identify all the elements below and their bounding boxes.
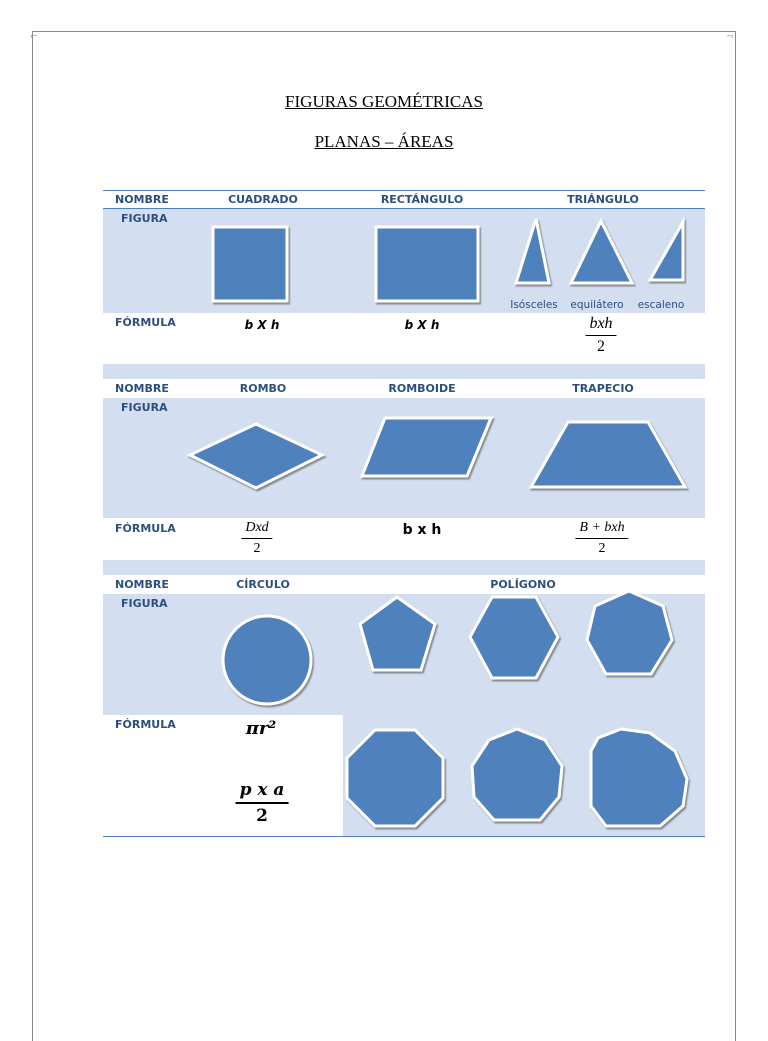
label-escaleno: escaleno [637,299,685,311]
section2-nombre-label: NOMBRE [115,382,169,395]
section1-nombre-label: NOMBRE [115,193,169,206]
pentagon-shape [360,597,435,670]
section3-formula-label: FÓRMULA [115,718,176,731]
section3-figura-label: FIGURA [121,597,168,610]
scalene-triangle-shape [650,222,683,280]
circle-shape [223,616,311,704]
section1-figura-label: FIGURA [121,212,168,225]
col-rectangulo: RECTÁNGULO [380,193,464,206]
section3-nombre-label: NOMBRE [115,578,169,591]
trapezoid-shape [531,422,685,487]
formula-polygon-den: 2 [256,806,268,826]
col-poligono: POLÍGONO [490,578,556,591]
isosceles-triangle-shape [516,219,549,283]
page-subtitle: PLANAS – ÁREAS [314,132,454,151]
col-cuadrado: CUADRADO [228,193,298,206]
section2-figura-label: FIGURA [121,401,168,414]
formula-rombo-num: Dxd [241,520,272,539]
formula-rectangle: b X h [404,318,440,332]
rhombus-shape [190,424,322,488]
formula-polygon-num: p x a [236,780,289,804]
hexagon-shape [470,597,558,678]
rhomboid-shape [362,418,491,476]
section1-formula-label: FÓRMULA [115,316,176,329]
decagon-shape [591,729,687,826]
corner-mark-right: ¬ [726,32,734,42]
formula-triangle-num: bxh [585,315,616,336]
col-romboide: ROMBOIDE [388,382,456,395]
label-equilatero: equilátero [570,299,624,311]
col-triangulo: TRIÁNGULO [567,193,639,206]
formula-triangle-den: 2 [596,338,605,355]
col-circulo: CÍRCULO [236,578,290,591]
formula-rombo-den: 2 [253,541,261,556]
formula-square: b X h [244,318,280,332]
col-rombo: ROMBO [239,382,287,395]
square-shape [213,227,287,301]
formula-trapecio-num: B + bxh [575,520,628,539]
formula-trapecio-den: 2 [598,541,606,556]
section2-formula-label: FÓRMULA [115,522,176,535]
nonagon-shape [472,729,562,820]
corner-mark-left: ⌐ [30,32,38,42]
octagon-shape [347,730,443,826]
rectangle-shape [376,227,478,301]
col-trapecio: TRAPECIO [572,382,634,395]
page-title: FIGURAS GEOMÉTRICAS [285,92,483,111]
equilateral-triangle-shape [571,221,632,283]
label-isosceles: Isósceles [510,299,558,311]
formula-romboide: b x h [402,522,442,538]
formula-circle: πr² [245,718,277,739]
heptagon-shape [587,591,672,674]
